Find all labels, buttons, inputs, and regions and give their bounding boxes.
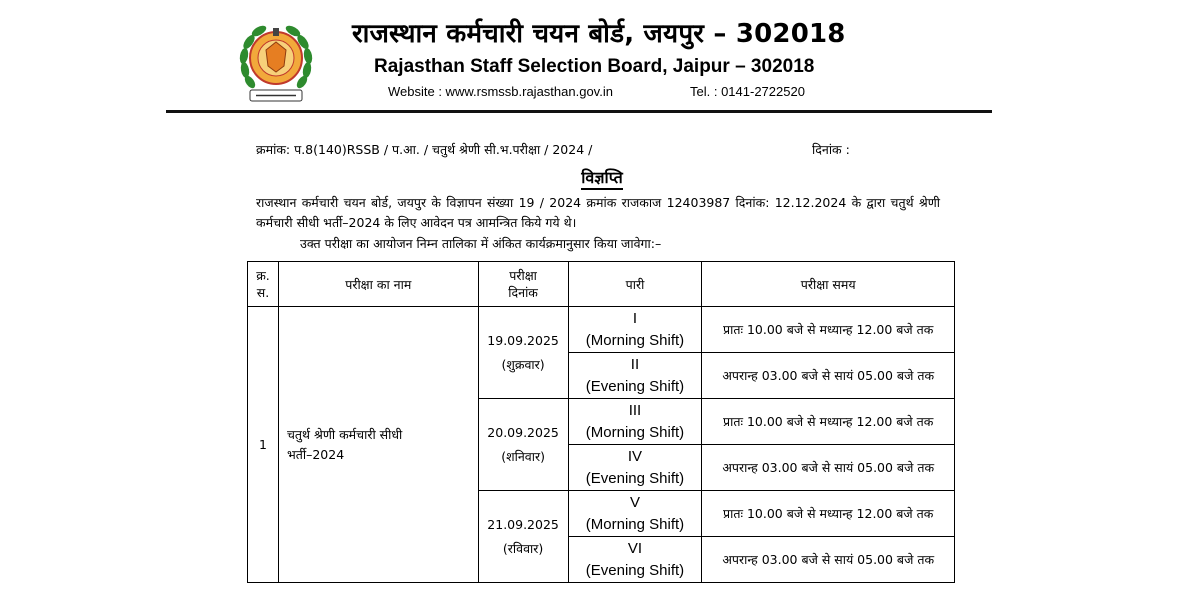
shift-cell: III (Morning Shift) [568, 399, 702, 445]
header-serial: क्र. स. [248, 262, 279, 307]
header-divider [166, 110, 992, 113]
time-cell: प्रातः 10.00 बजे से मध्यान्ह 12.00 बजे तक [702, 399, 955, 445]
shift-cell: VI (Evening Shift) [568, 537, 702, 583]
telephone-text: Tel. : 0141-2722520 [690, 84, 805, 99]
table-header-row [248, 262, 955, 307]
header-exam-time: परीक्षा समय [702, 262, 955, 307]
exam-schedule-table [247, 261, 955, 583]
website-text: Website : www.rsmssb.rajasthan.gov.in [388, 84, 613, 99]
time-cell: प्रातः 10.00 बजे से मध्यान्ह 12.00 बजे तक [702, 491, 955, 537]
time-cell: प्रातः 10.00 बजे से मध्यान्ह 12.00 बजे तक [702, 307, 955, 353]
date-cell: 19.09.2025 (शुक्रवार) [478, 307, 568, 399]
rsmssb-emblem-icon [236, 20, 316, 104]
notice-heading-text: विज्ञप्ति [581, 168, 623, 190]
date-cell: 21.09.2025 (रविवार) [478, 491, 568, 583]
board-title-hindi: राजस्थान कर्मचारी चयन बोर्ड, जयपुर – 302018 [352, 19, 846, 49]
reference-number: क्रमांक: प.8(140)RSSB / प.आ. / चतुर्थ श्रेणी सी.भ.परीक्षा / 2024 / [256, 142, 593, 157]
date-cell: 20.09.2025 (शनिवार) [478, 399, 568, 491]
shift-cell: II (Evening Shift) [568, 353, 702, 399]
exam-name-cell: चतुर्थ श्रेणी कर्मचारी सीधी भर्ती–2024 [278, 307, 478, 583]
letterhead [0, 0, 1200, 115]
time-cell: अपरान्ह 03.00 बजे से सायं 05.00 बजे तक [702, 353, 955, 399]
contact-line [388, 84, 805, 99]
header-shift: पारी [568, 262, 702, 307]
time-cell: अपरान्ह 03.00 बजे से सायं 05.00 बजे तक [702, 537, 955, 583]
notice-heading [0, 166, 1200, 188]
date-label: दिनांक : [812, 142, 850, 157]
board-title-english: Rajasthan Staff Selection Board, Jaipur – 302018 [374, 56, 815, 77]
serial-cell: 1 [248, 307, 279, 583]
shift-cell: V (Morning Shift) [568, 491, 702, 537]
header-exam-date: परीक्षा दिनांक [478, 262, 568, 307]
notice-paragraph-1: राजस्थान कर्मचारी चयन बोर्ड, जयपुर के विज्ञापन संख्या 19 / 2024 क्रमांक राजकाज 12403987 दिनांक: 12.12.2024 के द्वारा चतुर्थ श्रेणी कर्मचारी सीधी भर्ती–2024 के लिए आवेदन पत्र आमन्त्रित किये गये थे। [256, 195, 940, 230]
time-cell: अपरान्ह 03.00 बजे से सायं 05.00 बजे तक [702, 445, 955, 491]
shift-cell: IV (Evening Shift) [568, 445, 702, 491]
shift-cell: I (Morning Shift) [568, 307, 702, 353]
notice-paragraph-2: उक्त परीक्षा का आयोजन निम्न तालिका में अंकित कार्यक्रमानुसार किया जावेगा:– [300, 236, 662, 251]
table-row [248, 307, 955, 353]
header-exam-name: परीक्षा का नाम [278, 262, 478, 307]
